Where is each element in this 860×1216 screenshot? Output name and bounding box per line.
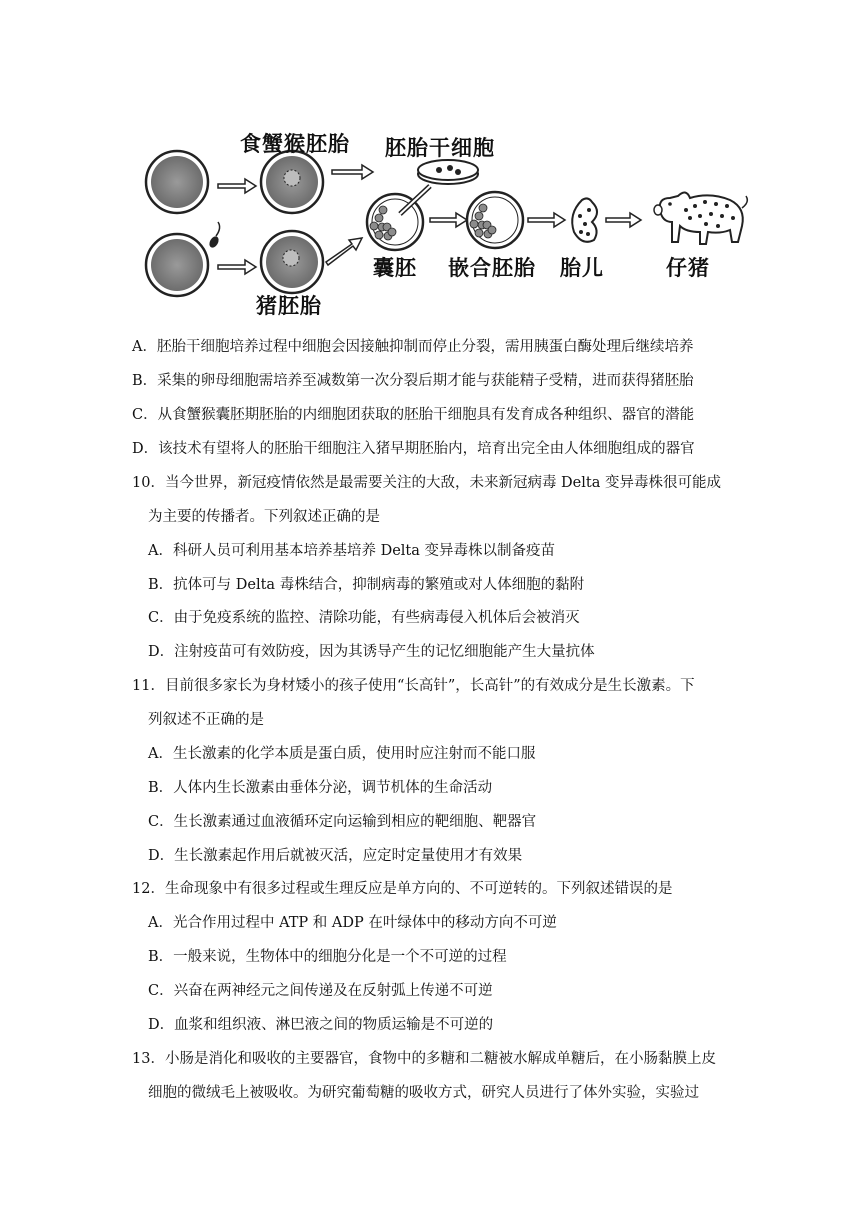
label-fetus: 胎儿 bbox=[560, 256, 604, 280]
arrow-monkey-embryo-to-stem-cells bbox=[332, 165, 373, 179]
q11-stem-line2: 列叙述不正确的是 bbox=[148, 712, 264, 728]
arrow-chimera-to-fetus bbox=[528, 213, 565, 227]
fetus-icon bbox=[572, 198, 597, 241]
q9-option-b: B．采集的卵母细胞需培养至减数第一次分裂后期才能与获能精子受精，进而获得猪胚胎 bbox=[132, 373, 694, 389]
arrow-blastocyst-to-chimera bbox=[430, 213, 467, 227]
label-piglet: 仔猪 bbox=[666, 256, 710, 280]
monkey-embryo-cell bbox=[261, 151, 323, 213]
q11-stem-line1: 11．目前很多家长为身材矮小的孩子使用“长高针”，长高针”的有效成分是生长激素。下 bbox=[132, 678, 695, 694]
q11-option-a: A．生长激素的化学本质是蛋白质，使用时应注射而不能口服 bbox=[148, 746, 536, 762]
q13-stem-line1: 13．小肠是消化和吸收的主要器官，食物中的多糖和二糖被水解成单糖后，在小肠黏膜上皮 bbox=[132, 1051, 716, 1067]
pig-embryo-cell bbox=[261, 231, 323, 293]
sperm-icon bbox=[208, 222, 221, 249]
q12-option-d: D．血浆和组织液、淋巴液之间的物质运输是不可逆的 bbox=[148, 1017, 494, 1033]
q12-option-b: B．一般来说，生物体中的细胞分化是一个不可逆的过程 bbox=[148, 949, 507, 965]
arrow-oocyte-to-monkey-embryo bbox=[218, 179, 256, 193]
q10-option-c: C．由于免疫系统的监控、清除功能，有些病毒侵入机体后会被消灭 bbox=[148, 610, 580, 626]
embryo-chimera-diagram bbox=[130, 118, 750, 328]
label-chimeric-embryo: 嵌合胚胎 bbox=[448, 256, 536, 280]
piglet-icon bbox=[654, 192, 747, 244]
pig-oocyte bbox=[146, 234, 208, 296]
q10-option-a: A．科研人员可利用基本培养基培养 Delta 变异毒株以制备疫苗 bbox=[148, 543, 556, 559]
q10-stem-line1: 10．当今世界，新冠疫情依然是最需要关注的大敌，未来新冠病毒 Delta 变异毒株很可能成 bbox=[132, 475, 721, 491]
q10-option-d: D．注射疫苗可有效防疫，因为其诱导产生的记忆细胞能产生大量抗体 bbox=[148, 644, 595, 660]
arrow-pig-embryo-to-blastocyst bbox=[326, 238, 362, 265]
q9-option-c: C．从食蟹猴囊胚期胚胎的内细胞团获取的胚胎干细胞具有发育成各种组织、器官的潜能 bbox=[132, 407, 695, 423]
q12-stem-line1: 12．生命现象中有很多过程或生理反应是单方向的、不可逆转的。下列叙述错误的是 bbox=[132, 881, 673, 897]
q13-stem-line2: 细胞的微绒毛上被吸收。为研究葡萄糖的吸收方式，研究人员进行了体外实验，实验过 bbox=[148, 1085, 699, 1101]
monkey-oocyte bbox=[146, 151, 208, 213]
label-pig-embryo: 猪胚胎 bbox=[256, 294, 322, 318]
arrow-fetus-to-piglet bbox=[606, 213, 641, 227]
q10-option-b: B．抗体可与 Delta 毒株结合，抑制病毒的繁殖或对人体细胞的黏附 bbox=[148, 577, 585, 593]
q12-option-c: C．兴奋在两神经元之间传递及在反射弧上传递不可逆 bbox=[148, 983, 493, 999]
chimeric-embryo-icon bbox=[467, 192, 523, 248]
q9-option-d: D．该技术有望将人的胚胎干细胞注入猪早期胚胎内，培育出完全由人体细胞组成的器官 bbox=[132, 441, 695, 457]
label-monkey-embryo: 食蟹猴胚胎 bbox=[240, 132, 350, 156]
q12-option-a: A．光合作用过程中 ATP 和 ADP 在叶绿体中的移动方向不可逆 bbox=[148, 915, 557, 931]
q11-option-b: B．人体内生长激素由垂体分泌，调节机体的生命活动 bbox=[148, 780, 493, 796]
q10-stem-line2: 为主要的传播者。下列叙述正确的是 bbox=[148, 509, 380, 525]
blastocyst-icon bbox=[367, 186, 430, 250]
petri-dish-icon bbox=[418, 160, 478, 184]
q9-option-a: A．胚胎干细胞培养过程中细胞会因接触抑制而停止分裂，需用胰蛋白酶处理后继续培养 bbox=[132, 339, 694, 355]
q11-option-d: D．生长激素起作用后就被灭活，应定时定量使用才有效果 bbox=[148, 848, 523, 864]
label-blastocyst: 囊胚 bbox=[373, 256, 417, 280]
label-stem-cells: 胚胎干细胞 bbox=[385, 136, 495, 160]
q11-option-c: C．生长激素通过血液循环定向运输到相应的靶细胞、靶器官 bbox=[148, 814, 537, 830]
arrow-oocyte-to-pig-embryo bbox=[218, 260, 256, 274]
